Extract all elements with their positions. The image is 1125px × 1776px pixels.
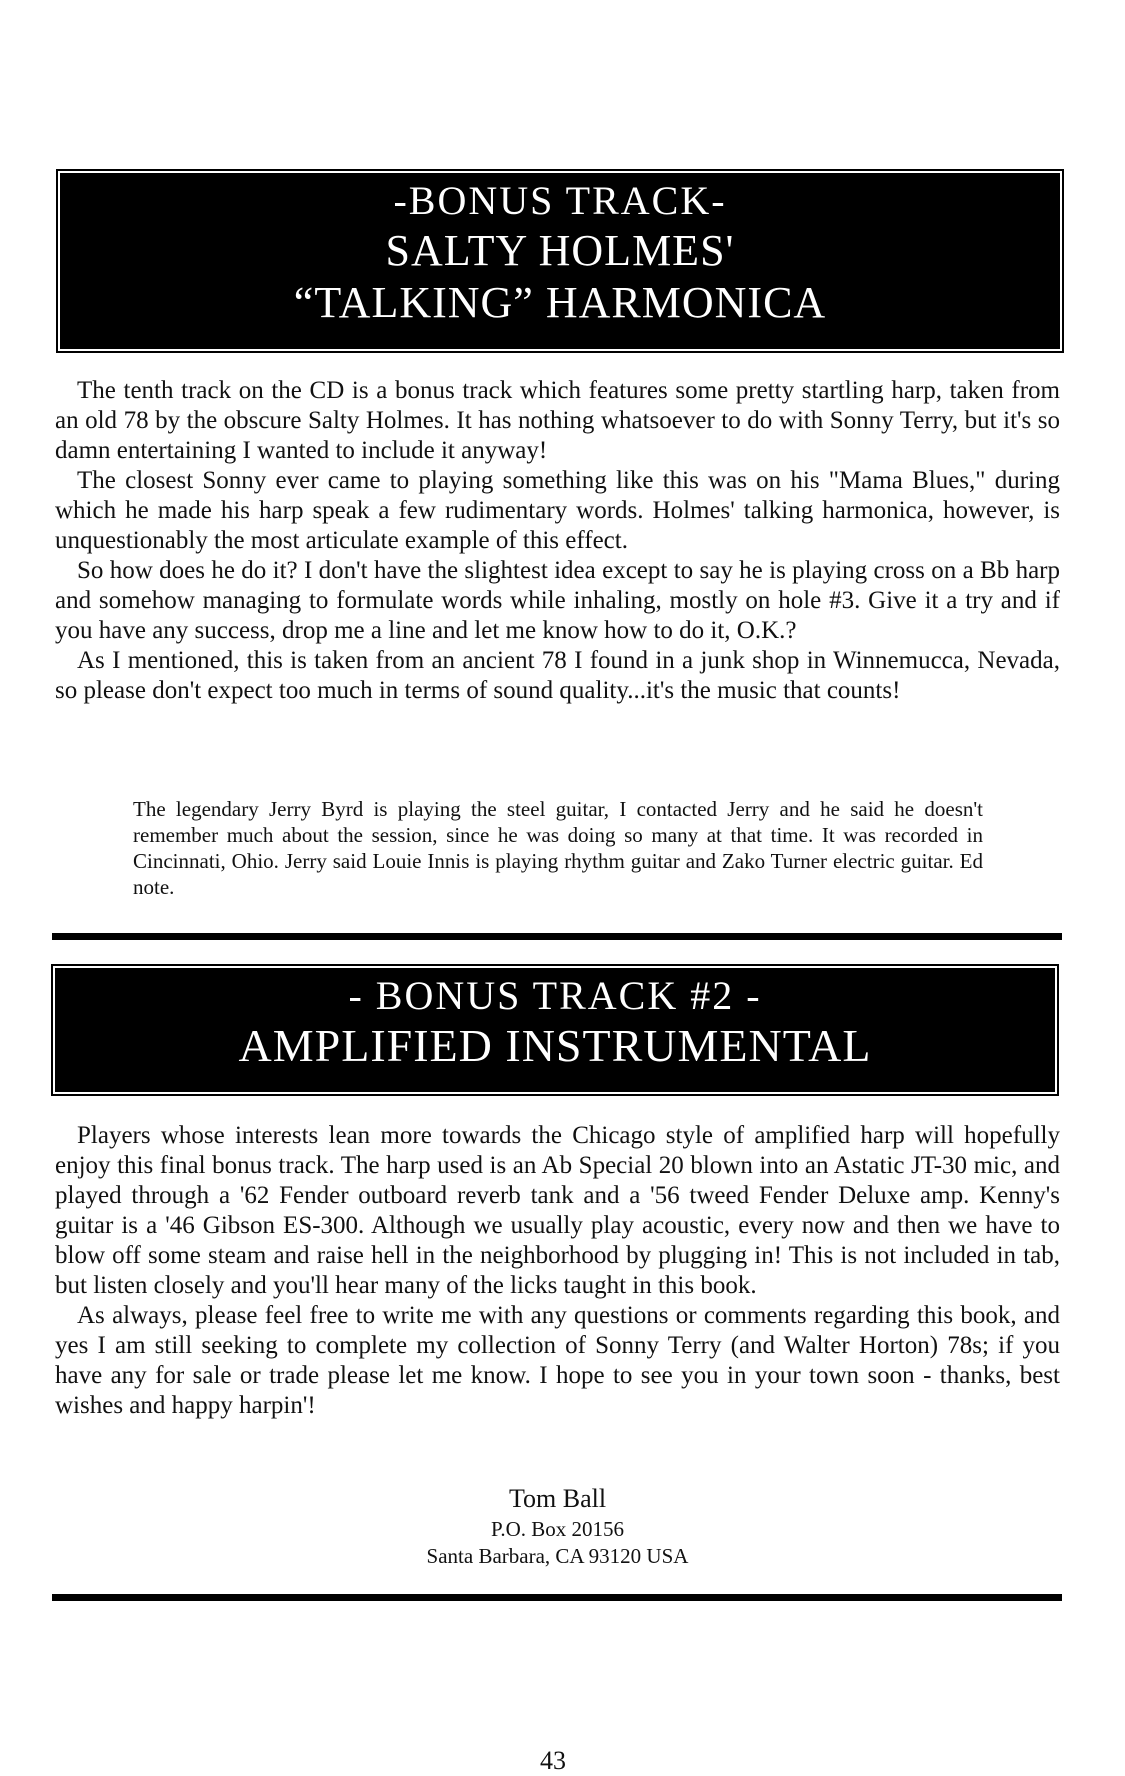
paragraph: As I mentioned, this is taken from an ancient 78 I found in a junk shop in Winnemucca, Nevada, so please don't expect too much in terms of sound quality...it's the music that counts! <box>55 647 1060 704</box>
paragraph: As always, please feel free to write me with any questions or comments regarding this book, and yes I am still seeking to complete my collection of Sonny Terry (and Walter Horton) 78s; if you have any for sale or trade please let me know. I hope to see you in your town soon - thanks, best wishes and happy harpin'! <box>55 1302 1060 1419</box>
signature-address-line2: Santa Barbara, CA 93120 USA <box>426 1544 689 1568</box>
signature-address-line1: P.O. Box 20156 <box>490 1517 625 1541</box>
bonus-track-2-banner <box>55 968 1055 1092</box>
paragraph: So how does he do it? I don't have the slightest idea except to say he is playing cross on a Bb harp and somehow managing to formulate words while inhaling, mostly on hole #3. Give it a try and if you have any success, drop me a line and let me know how to do it, O.K.? <box>55 557 1060 644</box>
editor-note: The legendary Jerry Byrd is playing the steel guitar, I contacted Jerry and he said he doesn't remember much about the session, since he was doing so many at that time. It was recorded in Cincinnati, Ohio. Jerry said Louie Innis is playing rhythm guitar and Zako Turner electric guitar. Ed note. <box>133 797 983 899</box>
page-number: 43 <box>540 1746 566 1775</box>
bonus-track-1-title-line1: SALTY HOLMES' <box>385 226 735 275</box>
signature-name: Tom Ball <box>508 1484 607 1513</box>
paragraph: Players whose interests lean more towards the Chicago style of amplified harp will hopefully enjoy this final bonus track. The harp used is an Ab Special 20 blown into an Astatic JT-30 mic, and played through a '62 Fender outboard reverb tank and a '56 tweed Fender Deluxe amp. Kenny's guitar is a '46 Gibson ES-300. Although we usually play acoustic, every now and then we have to blow off some steam and raise hell in the neighborhood by plugging in! This is not included in tab, but listen closely and you'll hear many of the licks taught in this book. <box>55 1122 1060 1299</box>
paragraph: The closest Sonny ever came to playing something like this was on his "Mama Blues," during which he made his harp speak a few rudimentary words. Holmes' talking harmonica, however, is unquestionably the most articulate example of this effect. <box>55 467 1060 554</box>
bonus-track-2-title: AMPLIFIED INSTRUMENTAL <box>238 1020 872 1071</box>
bonus-track-1-kicker: -BONUS TRACK- <box>393 178 727 223</box>
paragraph: The tenth track on the CD is a bonus track which features some pretty startling harp, taken from an old 78 by the obscure Salty Holmes. It has nothing whatsoever to do with Sonny Terry, but it's so damn entertaining I wanted to include it anyway! <box>55 377 1060 464</box>
bonus-track-1-title-line2: “TALKING” HARMONICA <box>293 278 827 327</box>
bonus-track-1-banner <box>60 173 1060 349</box>
bonus-track-2-kicker: - BONUS TRACK #2 - <box>348 973 762 1018</box>
section-divider <box>52 933 1062 940</box>
bonus-track-1-body <box>55 376 1060 706</box>
bonus-track-2-body <box>55 1121 1060 1421</box>
section-divider <box>52 1594 1062 1601</box>
